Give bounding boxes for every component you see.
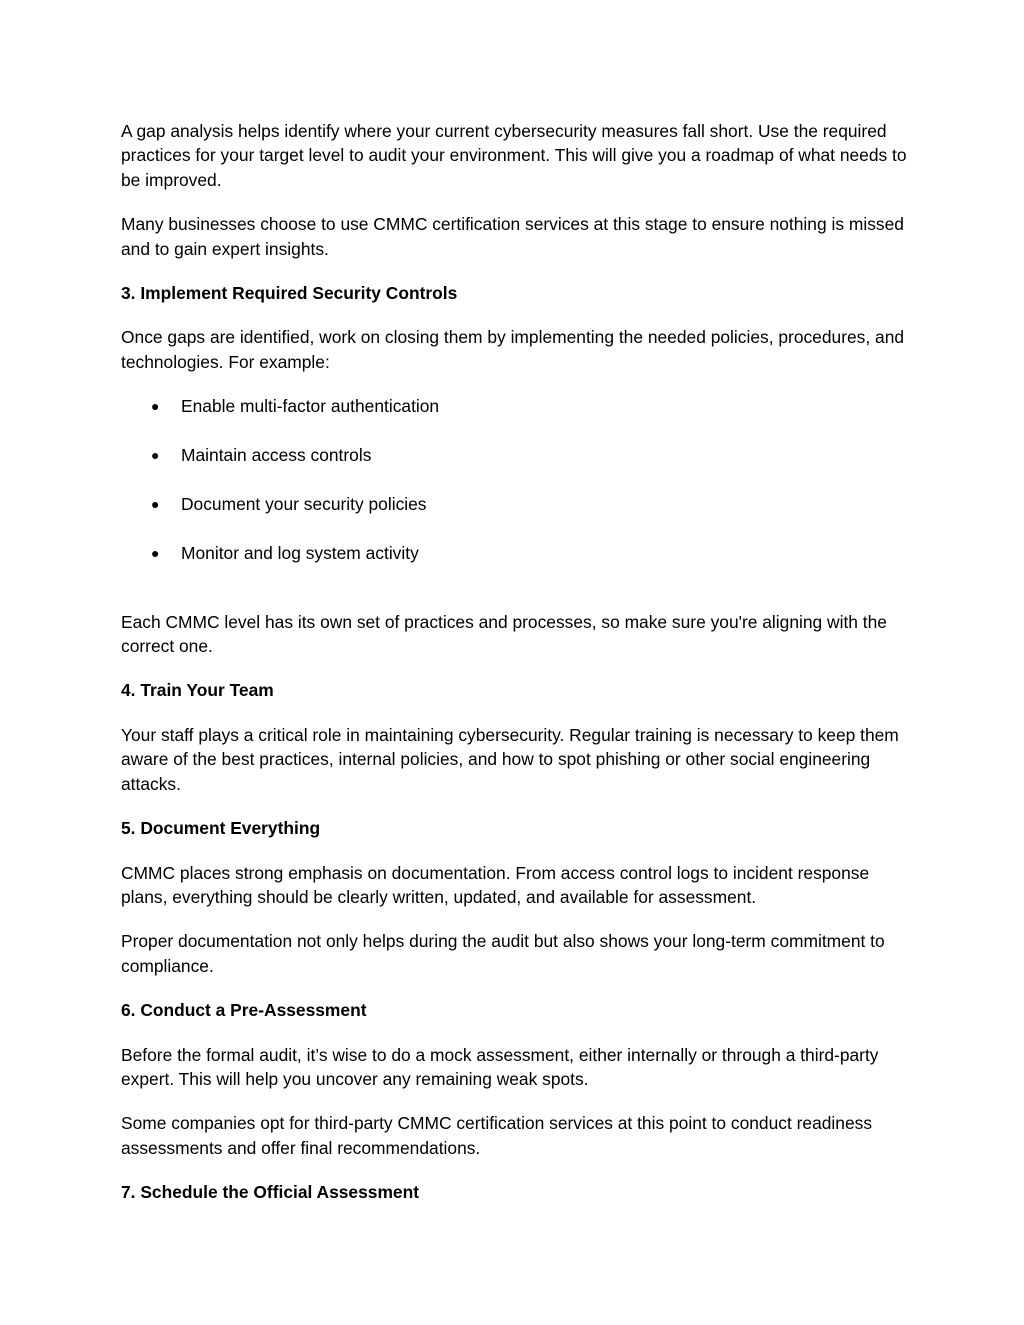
list-item-text: Enable multi-factor authentication xyxy=(181,396,440,417)
section-3-heading: 3. Implement Required Security Controls xyxy=(121,283,458,304)
security-controls-list-block xyxy=(121,394,911,565)
intro-paragraph-gap-analysis: A gap analysis helps identify where your current cybersecurity measures fall short. Use the required practices for your target level to audit your environment. This will give you a roadmap of what needs to be improved. xyxy=(121,121,907,190)
section-6-body-1: Before the formal audit, it’s wise to do a mock assessment, either internally or through a third-party expert. This will help you uncover any remaining weak spots. xyxy=(121,1044,879,1089)
section-3-closing: Each CMMC level has its own set of practices and processes, so make sure you're aligning with the correct one. xyxy=(121,611,887,657)
list-item xyxy=(121,394,911,418)
section-5-body-2: Proper documentation not only helps during the audit but also shows your long-term commitment to compliance. xyxy=(121,931,885,976)
section-5-body-1: CMMC places strong emphasis on documentation. From access control logs to incident response plans, everything should be clearly written, updated, and available for assessment. xyxy=(121,862,870,907)
list-item xyxy=(121,443,911,467)
section-3-intro: Once gaps are identified, work on closing them by implementing the needed policies, procedures, and technologies. For example: xyxy=(121,327,905,372)
list-item xyxy=(121,492,911,516)
list-item xyxy=(121,541,911,565)
section-7-heading: 7. Schedule the Official Assessment xyxy=(121,1182,420,1203)
bullet-icon: ● xyxy=(151,398,160,415)
section-6-heading: 6. Conduct a Pre-Assessment xyxy=(121,1000,367,1021)
section-4-heading: 4. Train Your Team xyxy=(121,680,274,701)
document-page xyxy=(121,119,911,1225)
list-item-text: Monitor and log system activity xyxy=(181,543,419,564)
bullet-icon: ● xyxy=(151,545,160,562)
section-6-body-2: Some companies opt for third-party CMMC certification services at this point to conduct readiness assessments and offer final recommendations. xyxy=(121,1113,873,1158)
list-item-text: Document your security policies xyxy=(181,494,427,515)
bullet-icon: ● xyxy=(151,447,160,464)
section-4-body: Your staff plays a critical role in maintaining cybersecurity. Regular training is necessary to keep them aware of the best practices, internal policies, and how to spot phishing or other social engineering attacks. xyxy=(121,724,899,794)
security-controls-list xyxy=(121,394,911,565)
list-item-text: Maintain access controls xyxy=(181,445,372,466)
section-5-heading: 5. Document Everything xyxy=(121,818,321,839)
bullet-icon: ● xyxy=(151,496,160,513)
intro-paragraph-certification-services: Many businesses choose to use CMMC certification services at this stage to ensure nothing is missed and to gain expert insights. xyxy=(121,214,904,259)
